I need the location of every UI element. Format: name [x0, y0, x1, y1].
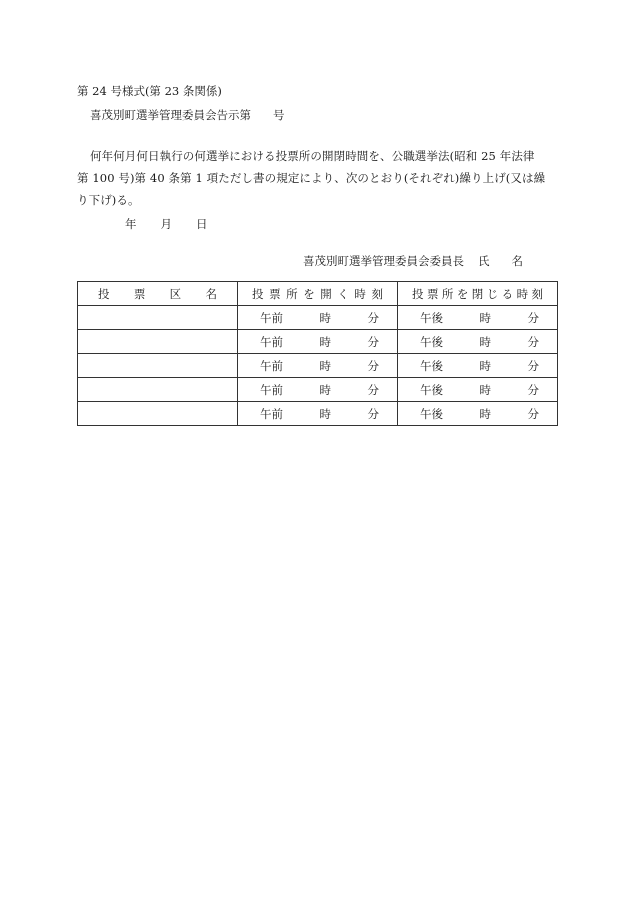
close-time-cell: [398, 330, 558, 354]
header-char: 区: [169, 286, 182, 301]
signer-shi: 氏: [478, 254, 490, 268]
close-ampm: 午後: [420, 358, 443, 373]
notice-suffix: 号: [273, 108, 285, 122]
header-char: 所: [441, 286, 454, 301]
close-hour-unit: 時: [479, 358, 491, 373]
close-time-cell: [398, 402, 558, 426]
close-minute-unit: 分: [527, 358, 539, 373]
open-ampm: 午前: [260, 382, 283, 397]
close-ampm: 午後: [420, 406, 443, 421]
table-row: [78, 354, 558, 378]
header-char: 名: [205, 286, 217, 301]
notice-body: [77, 145, 557, 211]
header-char: 投: [412, 286, 424, 301]
signer-title: 喜茂別町選挙管理委員会委員長: [303, 254, 464, 268]
open-minute-unit: 分: [367, 310, 379, 325]
header-char: く: [337, 286, 349, 301]
close-time-cell: [398, 354, 558, 378]
header-char: 時: [354, 286, 366, 301]
open-minute-unit: 分: [367, 382, 379, 397]
open-hour-unit: 時: [319, 310, 331, 325]
header-char: 所: [286, 286, 298, 301]
open-minute-unit: 分: [367, 334, 379, 349]
body-line-1: 何年何月何日執行の何選挙における投票所の開閉時間を、公職選挙法(昭和 25 年法律: [90, 149, 535, 163]
open-time-cell: [238, 306, 398, 330]
body-line-3: り下げ)る。: [77, 193, 140, 207]
polling-hours-table: [77, 281, 558, 426]
close-hour-unit: 時: [479, 382, 491, 397]
header-char: 時: [516, 286, 529, 301]
header-char: 票: [426, 286, 439, 301]
header-char: 刻: [371, 286, 383, 301]
table-row: [78, 402, 558, 426]
close-ampm: 午後: [420, 334, 443, 349]
header-char: 投: [98, 286, 110, 301]
open-time-cell: [238, 378, 398, 402]
open-hour-unit: 時: [319, 382, 331, 397]
open-hour-unit: 時: [319, 406, 331, 421]
notice-number-line: [90, 110, 285, 122]
open-ampm: 午前: [260, 310, 283, 325]
header-char: 票: [133, 286, 146, 301]
header-open-time: [238, 282, 398, 306]
open-time-cell: [238, 330, 398, 354]
notice-prefix: 喜茂別町選挙管理委員会告示第: [90, 108, 251, 122]
date-month: 月: [160, 217, 172, 231]
open-hour-unit: 時: [319, 358, 331, 373]
signer-mei: 名: [511, 254, 523, 268]
header-char: 開: [320, 286, 332, 301]
header-char: 票: [269, 286, 281, 301]
header-char: じ: [486, 286, 499, 301]
close-minute-unit: 分: [527, 406, 539, 421]
district-cell: [78, 306, 238, 330]
header-char: 閉: [471, 286, 484, 301]
close-time-cell: [398, 378, 558, 402]
date-line: [125, 219, 208, 231]
table-row: [78, 378, 558, 402]
table-row: [78, 330, 558, 354]
close-minute-unit: 分: [527, 382, 539, 397]
district-cell: [78, 330, 238, 354]
header-char: 刻: [531, 286, 543, 301]
header-char: 投: [252, 286, 264, 301]
header-district: [78, 282, 238, 306]
body-line-2: 第 100 号)第 40 条第 1 項ただし書の規定により、次のとおり(それぞれ)繰り上げ(又は繰: [77, 171, 546, 185]
close-ampm: 午後: [420, 382, 443, 397]
district-cell: [78, 402, 238, 426]
open-time-cell: [238, 354, 398, 378]
table-row: [78, 306, 558, 330]
open-ampm: 午前: [260, 334, 283, 349]
header-char: を: [303, 286, 315, 301]
header-close-time: [398, 282, 558, 306]
close-minute-unit: 分: [527, 334, 539, 349]
open-ampm: 午前: [260, 358, 283, 373]
table-header-row: [78, 282, 558, 306]
date-year: 年: [125, 217, 137, 231]
close-hour-unit: 時: [479, 334, 491, 349]
district-cell: [78, 378, 238, 402]
open-minute-unit: 分: [367, 406, 379, 421]
district-cell: [78, 354, 238, 378]
open-time-cell: [238, 402, 398, 426]
close-hour-unit: 時: [479, 310, 491, 325]
open-minute-unit: 分: [367, 358, 379, 373]
header-char: を: [456, 286, 469, 301]
open-ampm: 午前: [260, 406, 283, 421]
signer-line: [303, 256, 523, 268]
close-minute-unit: 分: [527, 310, 539, 325]
close-ampm: 午後: [420, 310, 443, 325]
close-hour-unit: 時: [479, 406, 491, 421]
close-time-cell: [398, 306, 558, 330]
form-number-label: 第 24 号様式(第 23 条関係): [77, 84, 222, 98]
date-day: 日: [196, 217, 208, 231]
header-char: る: [501, 286, 514, 301]
open-hour-unit: 時: [319, 334, 331, 349]
